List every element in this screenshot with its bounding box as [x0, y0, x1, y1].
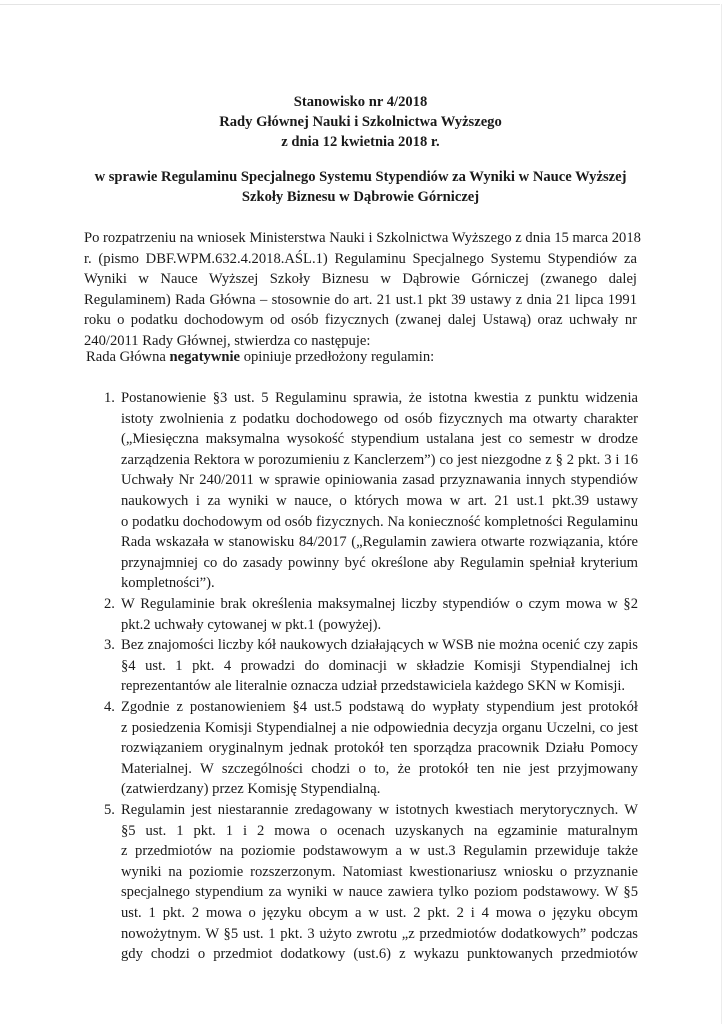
title-line: Rady Głównej Nauki i Szkolnictwa Wyższego — [219, 114, 502, 130]
item-line: Uchwały Nr 240/2011 w sprawie opiniowania zasad przyznawania innych stypendiów — [121, 472, 638, 489]
list-item-number: 5. — [104, 802, 115, 818]
lead-line — [86, 347, 639, 368]
subject-line: w sprawie Regulaminu Specjalnego Systemu Stypendiów za Wyniki w Nauce Wyższej — [94, 169, 627, 185]
item-line: przynajmniej co do zasady powinny być określone aby Regulamin spełniał kryterium — [121, 554, 638, 571]
item-line: Postanowienie §3 ust. 5 Regulaminu sprawia, że istotna kwestia z punktu widzenia — [121, 390, 638, 406]
item-line: wyniki na poziomie rozszerzonym. Natomiast kwestionariusz wniosku o przyznanie — [121, 863, 638, 880]
item-line: Bez znajomości liczby kół naukowych działających w WSB nie można ocenić czy zapis — [121, 637, 638, 653]
item-line: Rada wskazała w stanowisku 84/2017 („Regulamin zawiera otwarte rozwiązania, które — [121, 534, 638, 551]
item-line: Regulamin jest niestarannie zredagowany w istotnych kwestiach merytorycznych. W — [121, 802, 638, 818]
intro-line: 240/2011 Rady Głównej, stwierdza co następuje: — [84, 332, 371, 349]
item-line: (zatwierdzany) przez Komisję Stypendialną. — [121, 781, 381, 798]
item-line: kompletności”). — [121, 575, 215, 592]
item-line: specjalnego stypendium za wyniki w nauce zawiera tylko poziom podstawowy. W §5 — [121, 884, 638, 901]
intro-line: roku o podatku dochodowym od osób fizycznych (zwanej dalej Ustawą) oraz uchwały nr — [84, 312, 637, 329]
intro-paragraph — [84, 228, 641, 352]
list-item-body — [121, 388, 638, 594]
item-line: gdy chodzi o przedmiot dodatkowy (ust.6) z wykazu punktowanych przedmiotów — [121, 946, 638, 963]
item-line: Materialnej. W szczególności chodzi o to, że protokół ten nie jest przyjmowany — [121, 760, 638, 777]
document-title — [84, 92, 637, 152]
item-line: pkt.2 uchwały cytowanej w pkt.1 (powyżej). — [121, 616, 382, 633]
scan-edge-right — [721, 4, 722, 1024]
lead-after: opiniuje przedłożony regulamin: — [240, 349, 435, 365]
subject-line: Szkoły Biznesu w Dąbrowie Górniczej — [241, 189, 480, 205]
list-item-body — [121, 800, 638, 965]
item-line: naukowych i za wyniki w nauce, o których mowa w art. 21 ust.1 pkt.39 ustawy — [121, 492, 638, 509]
item-line: z posiedzenia Komisji Stypendialnej a nie odpowiednia decyzja organu Uczelni, co jest — [121, 719, 638, 736]
title-line: z dnia 12 kwietnia 2018 r. — [281, 134, 440, 150]
lead-sentence — [86, 347, 639, 368]
item-line: rozwiązaniem oryginalnym jednak protokół ten sporządza pracownik Działu Pomocy — [121, 740, 638, 757]
item-line: nowożytnym. W §5 ust. 1 pkt. 3 użyto zwrotu „z przedmiotów dodatkowych” podczas — [121, 925, 638, 942]
list-item-body — [121, 635, 638, 697]
lead-before: Rada Główna — [86, 349, 170, 365]
list-item-number: 4. — [104, 699, 115, 715]
intro-line: Wyniki w Nauce Wyższej Szkoły Biznesu w Dąbrowie Górniczej (zwanego dalej — [84, 271, 637, 288]
item-line: („Miesięczna maksymalna wysokość stypendium ustalana jest co semestr w drodze — [121, 431, 638, 448]
item-line: §4 ust. 1 pkt. 4 prowadzi do dominacji w składzie Komisji Stypendialnej ich — [121, 657, 638, 674]
intro-line: Po rozpatrzeniu na wniosek Ministerstwa Nauki i Szkolnictwa Wyższego z dnia 15 marca 2018 — [84, 230, 641, 246]
intro-line: r. (pismo DBF.WPM.632.4.2018.AŚL.1) Regulaminu Specjalnego Systemu Stypendiów za — [84, 250, 637, 267]
item-line: §5 ust. 1 pkt. 1 i 2 mowa o ocenach uzyskanych na egzaminie maturalnym — [121, 822, 638, 839]
list-item-body — [121, 594, 638, 635]
item-line: zarządzenia Rektora w porozumieniu z Kanclerzem”) co jest niezgodne z § 2 pkt. 3 i 16 — [121, 451, 638, 468]
list-item-number: 1. — [104, 390, 115, 406]
item-line: Zgodnie z postanowieniem §4 ust.5 podstawą do wypłaty stypendium jest protokół — [121, 699, 638, 715]
item-line: reprezentantów ale literalnie oznacza udział przedstawiciela każdego SKN w Komisji. — [121, 678, 626, 695]
intro-line: Regulaminem) Rada Główna – stosownie do art. 21 ust.1 pkt 39 ustawy z dnia 21 lipca 1991 — [84, 291, 637, 308]
item-line: z przedmiotów na poziomie podstawowym a w ust.3 Regulamin przewiduje także — [121, 843, 638, 860]
item-line: W Regulaminie brak określenia maksymalnej liczby stypendiów o czym mowa w §2 — [121, 596, 638, 612]
item-line: ust. 1 pkt. 2 mowa o języku obcym a w ust. 2 pkt. 2 i 4 mowa o języku obcym — [121, 904, 638, 921]
title-line: Stanowisko nr 4/2018 — [293, 94, 428, 110]
document-subject — [84, 167, 637, 207]
list-item-number: 3. — [104, 637, 115, 653]
scan-edge-top — [0, 4, 720, 5]
list-item-number: 2. — [104, 596, 115, 612]
lead-bold-verdict: negatywnie — [169, 349, 241, 365]
list-item-body — [121, 697, 638, 800]
item-line: o podatku dochodowym od osób fizycznych. Na konieczność kompletności Regulaminu — [121, 513, 638, 530]
item-line: istoty zwolnienia z podatku dochodowego od osób fizycznych ma otwarty charakter — [121, 410, 638, 427]
